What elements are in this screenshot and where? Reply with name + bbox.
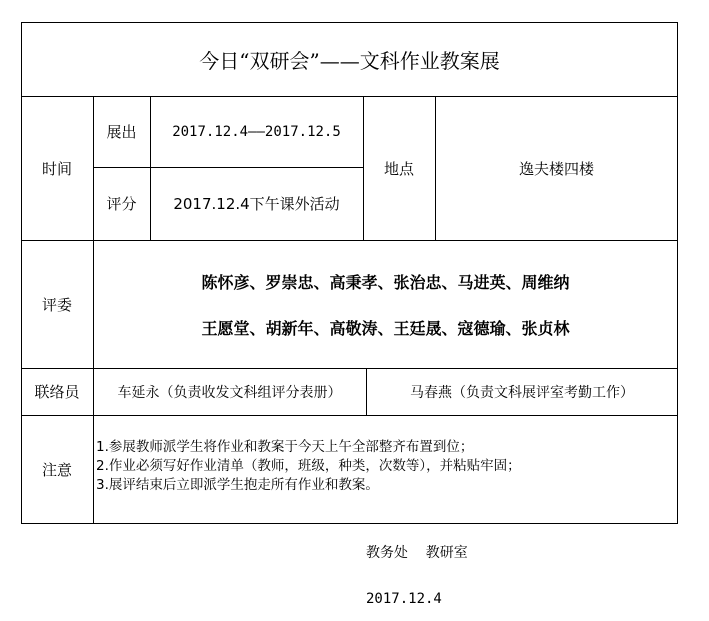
scoring-date: 2017.12.4下午课外活动 (173, 195, 340, 213)
note-item-3: 3.展评结束后立即派学生抱走所有作业和教案。 (96, 477, 379, 493)
rule-contact-bottom (21, 415, 678, 416)
contact-label: 联络员 (34, 383, 80, 401)
judges-line-1: 陈怀彦、罗崇忠、高秉孝、张治忠、马进英、周维纳 (201, 272, 570, 292)
footer-organization: 教务处 教研室 (366, 545, 468, 561)
rule-time-bottom (21, 240, 678, 241)
contact-person-2: 马春燕（负责文科展评室考勤工作） (410, 384, 634, 401)
exhibit-date: 2017.12.4——2017.12.5 (172, 123, 341, 140)
place-value: 逸夫楼四楼 (518, 159, 594, 178)
footer-date: 2017.12.4 (366, 591, 442, 607)
place-label: 地点 (383, 159, 414, 178)
notes-label: 注意 (41, 461, 72, 479)
note-item-1: 1.参展教师派学生将作业和教案于今天上午全部整齐布置到位； (96, 439, 474, 455)
exhibit-label: 展出 (106, 123, 137, 141)
page-title: 今日“双研会”——文科作业教案展 (199, 49, 500, 73)
scoring-label: 评分 (106, 195, 137, 213)
time-label: 时间 (41, 159, 72, 178)
judges-label: 评委 (41, 295, 72, 314)
contact-person-1: 车延永（负责收发文科组评分表册） (117, 384, 342, 401)
judges-line-2: 王愿堂、胡新年、高敬涛、王廷晟、寇德瑜、张贞林 (201, 318, 570, 338)
notes-list (96, 438, 521, 495)
note-item-2: 2.作业必须写好作业清单（教师，班级，种类，次数等），并粘贴牢固； (96, 458, 521, 474)
